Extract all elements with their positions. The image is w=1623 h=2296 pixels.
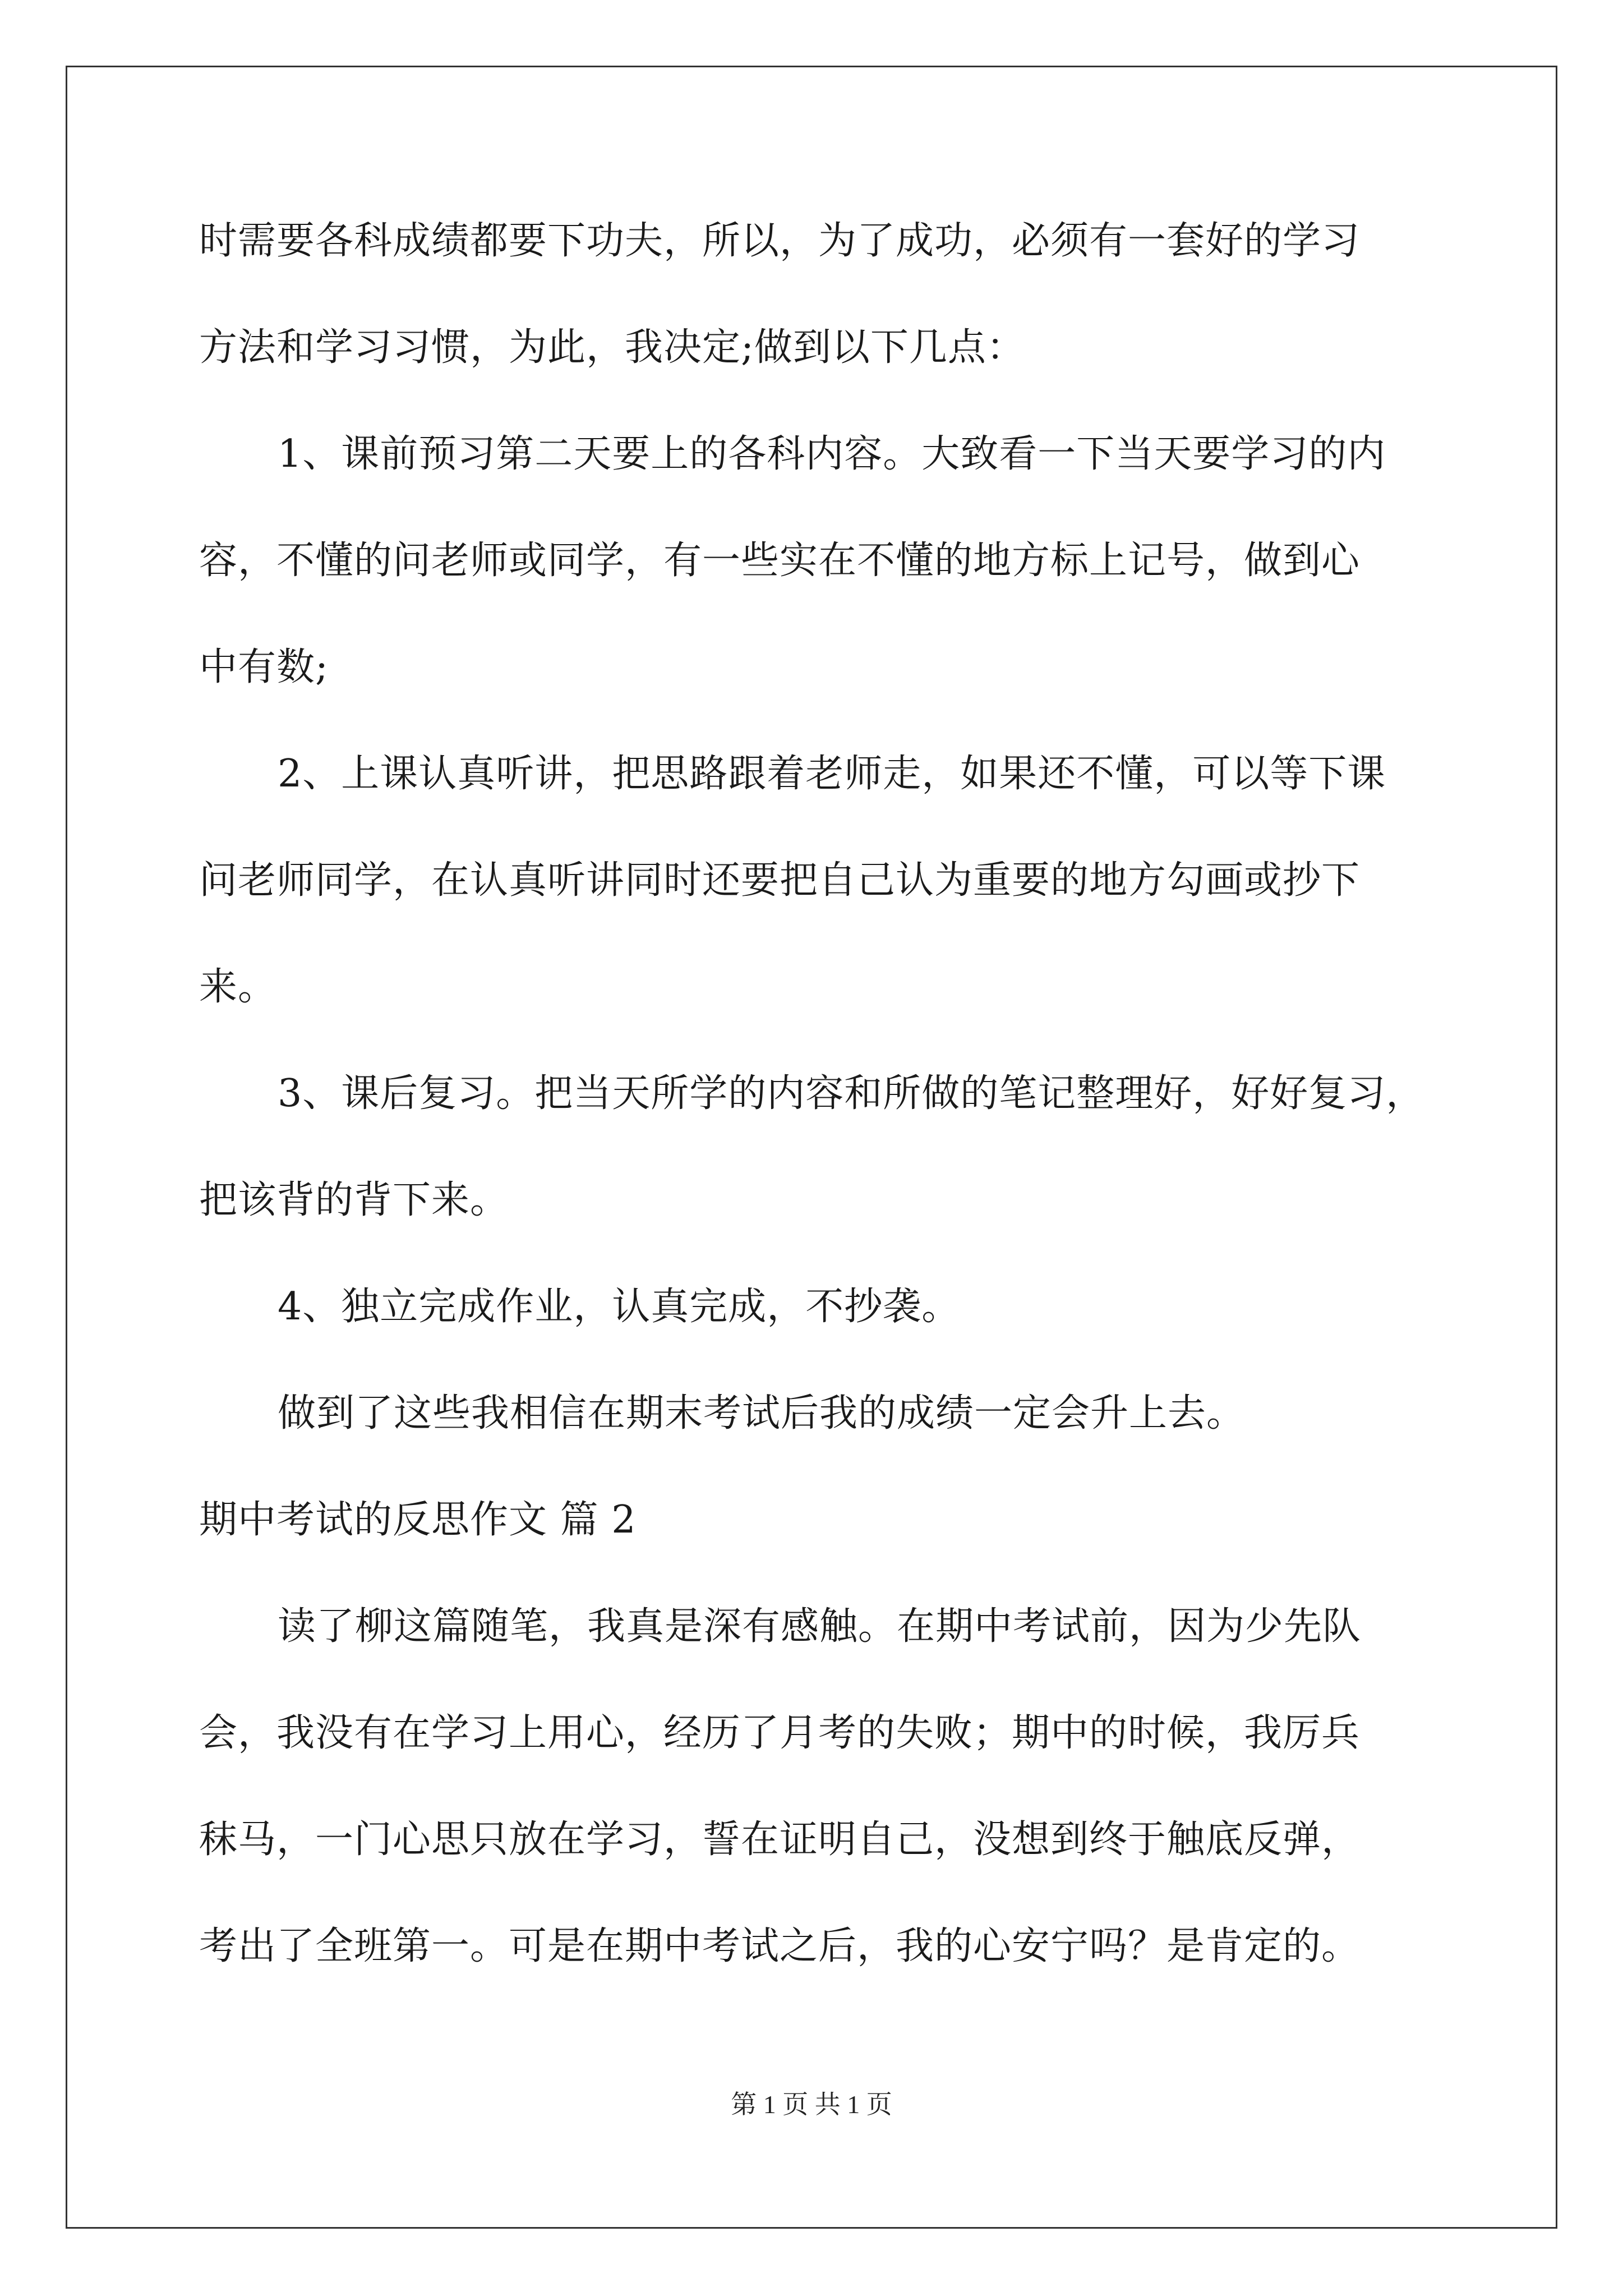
list-item-3: 3、课后复习。把当天所学的内容和所做的笔记整理好，好好复习， xyxy=(278,1071,1425,1116)
page-border xyxy=(66,66,1557,2229)
text-line: 考出了全班第一。可是在期中考试之后，我的心安宁吗？是肯定的。 xyxy=(199,1924,1361,1968)
text-line: 来。 xyxy=(199,965,277,1009)
text-line: 把该背的背下来。 xyxy=(199,1178,509,1222)
page-footer: 第 1 页 共 1 页 xyxy=(731,2090,892,2119)
text-line: 中有数; xyxy=(199,645,329,689)
list-item-1: 1、课前预习第二天要上的各科内容。大致看一下当天要学习的内 xyxy=(278,432,1386,476)
paragraph-line: 读了柳这篇随笔，我真是深有感触。在期中考试前，因为少先队 xyxy=(278,1604,1362,1649)
text-line: 时需要各科成绩都要下功夫，所以，为了成功，必须有一套好的学习 xyxy=(199,219,1361,263)
text-line: 秣马，一门心思只放在学习，誓在证明自己，没想到终于触底反弹， xyxy=(199,1818,1361,1862)
text-line: 问老师同学，在认真听讲同时还要把自己认为重要的地方勾画或抄下 xyxy=(199,858,1361,903)
text-line: 方法和学习习惯，为此，我决定;做到以下几点： xyxy=(199,325,1025,370)
list-item-2: 2、上课认真听讲，把思路跟着老师走，如果还不懂，可以等下课 xyxy=(278,752,1386,796)
section-heading: 期中考试的反思作文 篇 2 xyxy=(199,1498,637,1542)
text-line: 容，不懂的问老师或同学，有一些实在不懂的地方标上记号，做到心 xyxy=(199,539,1361,583)
paragraph-line: 做到了这些我相信在期末考试后我的成绩一定会升上去。 xyxy=(278,1391,1246,1435)
list-item-4: 4、独立完成作业，认真完成，不抄袭。 xyxy=(278,1285,961,1329)
text-line: 会，我没有在学习上用心，经历了月考的失败；期中的时候，我厉兵 xyxy=(199,1711,1361,1755)
